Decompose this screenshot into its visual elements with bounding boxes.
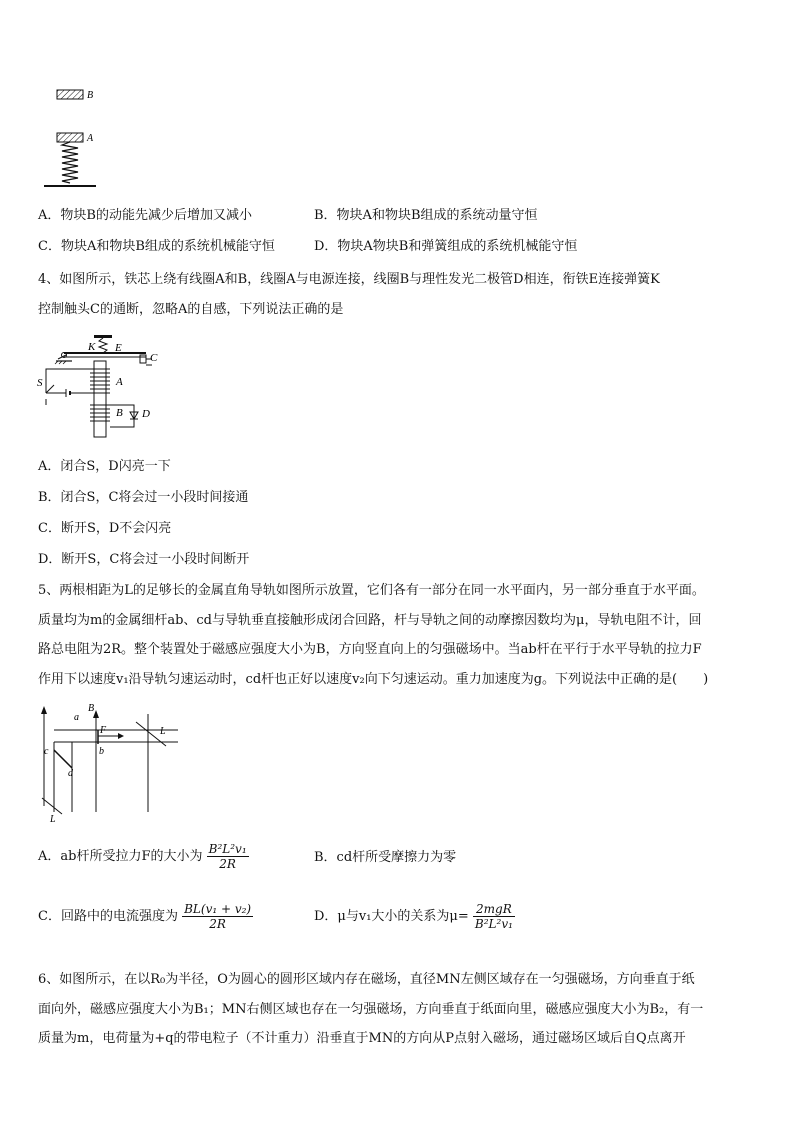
label-d: D bbox=[142, 408, 150, 420]
q5-option-b[interactable]: B．cd杆所受摩擦力为零 bbox=[314, 850, 457, 865]
rails-figure bbox=[32, 702, 182, 826]
q5-option-d-text: D．μ与v₁大小的关系为μ= bbox=[314, 909, 469, 924]
fraction-denominator: B²L²v₁ bbox=[474, 917, 513, 931]
q4-stem-line-1: 4、如图所示，铁芯上绕有线圈A和B，线圈A与电源连接，线圈B与理性发光二极管D相连，衔铁E连接弹簧K bbox=[38, 272, 660, 287]
fraction-denominator: 2R bbox=[219, 857, 236, 871]
label-b: b bbox=[99, 746, 104, 757]
q6-stem-line-2: 面向外，磁感应强度大小为B₁；MN右侧区域也存在一匀强磁场，方向垂直于纸面向里，磁感应强度大小为B₂，有一 bbox=[38, 1001, 704, 1017]
block-a-label: A bbox=[87, 133, 94, 144]
q5-option-c-fraction bbox=[182, 902, 253, 931]
label-c: c bbox=[44, 746, 49, 757]
q4-stem-line-2: 控制触头C的通断，忽略A的自感，下列说法正确的是 bbox=[38, 302, 344, 317]
q5-option-d[interactable] bbox=[314, 902, 515, 931]
label-k: K bbox=[88, 341, 96, 353]
q3-option-b[interactable]: B．物块A和物块B组成的系统动量守恒 bbox=[314, 208, 538, 223]
q3-option-d[interactable]: D．物块A物块B和弹簧组成的系统机械能守恒 bbox=[314, 239, 578, 254]
fraction-numerator: 2mgR bbox=[473, 902, 515, 917]
q6-stem-line-1: 6、如图所示，在以R₀为半径，O为圆心的圆形区域内存在磁场，直径MN左侧区域存在一匀强磁场，方向垂直于纸 bbox=[38, 972, 695, 987]
q3-option-c[interactable]: C．物块A和物块B组成的系统机械能守恒 bbox=[38, 239, 275, 254]
label-a: A bbox=[116, 376, 123, 388]
q3-option-a[interactable]: A．物块B的动能先减少后增加又减小 bbox=[38, 208, 252, 223]
q5-option-c-text: C．回路中的电流强度为 bbox=[38, 909, 178, 924]
q5-option-a[interactable] bbox=[38, 842, 249, 871]
q5-stem-line-1: 5、两根相距为L的足够长的金属直角导轨如图所示放置，它们各有一部分在同一水平面内，另一部分垂直于水平面。 bbox=[38, 583, 705, 598]
label-b: B bbox=[116, 407, 123, 419]
spring-k bbox=[99, 338, 107, 353]
relay-circuit-figure bbox=[36, 333, 166, 441]
label-e: E bbox=[115, 342, 122, 354]
label-l-bottom: L bbox=[50, 814, 56, 825]
fraction-numerator: BL(v₁ + v₂) bbox=[184, 902, 252, 916]
fraction-denominator: 2R bbox=[209, 917, 226, 931]
spring bbox=[62, 142, 78, 183]
q6-stem-line-3: 质量为m，电荷量为+q的带电粒子（不计重力）沿垂直于MN的方向从P点射入磁场，通过磁场区域后自Q点离开 bbox=[38, 1031, 686, 1046]
block-a bbox=[57, 133, 83, 142]
q5-option-a-fraction bbox=[207, 842, 249, 871]
label-l-top: L bbox=[160, 726, 166, 737]
q4-option-b[interactable]: B．闭合S，C将会过一小段时间接通 bbox=[38, 490, 249, 505]
q5-option-c[interactable] bbox=[38, 902, 253, 931]
q5-option-d-fraction bbox=[473, 902, 515, 931]
iron-core bbox=[94, 361, 106, 437]
q5-stem-line-4: 作用下以速度v₁沿导轨匀速运动时，cd杆也正好以速度v₂向下匀速运动。重力加速度为g。下列说法中正确的是( ) bbox=[38, 671, 709, 687]
label-s: S bbox=[37, 377, 43, 389]
block-b bbox=[57, 90, 83, 99]
spring-blocks-figure bbox=[38, 82, 118, 192]
q4-option-c[interactable]: C．断开S，D不会闪亮 bbox=[38, 521, 172, 536]
q4-option-d[interactable]: D．断开S，C将会过一小段时间断开 bbox=[38, 552, 250, 567]
block-b-label: B bbox=[87, 90, 94, 101]
contact-c bbox=[140, 355, 146, 363]
label-a: a bbox=[74, 712, 79, 723]
label-c: C bbox=[150, 352, 158, 364]
q4-option-a[interactable]: A．闭合S，D闪亮一下 bbox=[38, 459, 171, 474]
q5-stem-line-3: 路总电阻为2R。整个装置处于磁感应强度大小为B，方向竖直向上的匀强磁场中。当ab杆在平行于水平导轨的拉力F bbox=[38, 642, 702, 657]
q5-stem bbox=[38, 576, 768, 694]
q5-option-a-text: A．ab杆所受拉力F的大小为 bbox=[38, 849, 203, 864]
q6-stem bbox=[38, 965, 768, 1054]
fraction-numerator: B²L²v₁ bbox=[208, 842, 247, 856]
label-b-field: B bbox=[88, 703, 95, 714]
label-f: F bbox=[100, 725, 107, 736]
label-d: d bbox=[68, 768, 73, 779]
rod-cd bbox=[54, 750, 72, 768]
q5-stem-line-2: 质量均为m的金属细杆ab、cd与导轨垂直接触形成闭合回路，杆与导轨之间的动摩擦因数均为μ，导轨电阻不计，回 bbox=[38, 612, 702, 628]
